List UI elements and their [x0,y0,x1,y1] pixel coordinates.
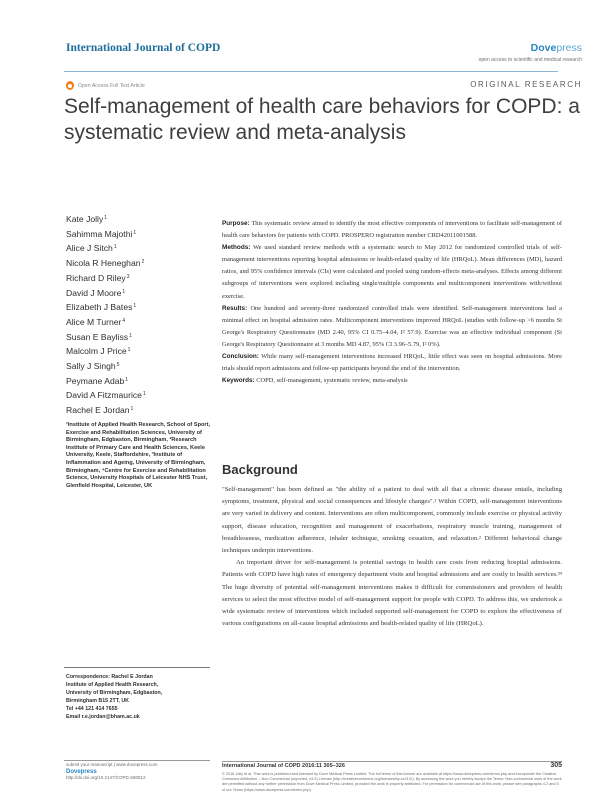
author: Sally J Singh$^5$ [66,361,120,372]
affiliations: ¹Institute of Applied Health Research, School of Sport, Exercise and Rehabilitation Sciences, University of Birmingham, Edgbaston, Birmingham, ²Research Institute of Primary Care and Health Sciences, Keele University, Keele, Staffordshire, ³Institute of Inflammation and Ageing, University of Birmingham, Birmingham, ⁴Centre for Exercise and Rehabilitation Science, University Hospitals of Leicester NHS Trust, Glenfield Hospital, Leicester, UK [66,422,210,489]
author: Malcolm J Price$^1$ [66,346,131,357]
open-access-icon [66,81,74,90]
author: Elizabeth J Bates$^1$ [66,302,137,313]
author: Sahimma Majothi$^1$ [66,228,137,239]
publisher-tagline: open access to scientific and medical research [478,57,582,63]
publisher-logo[interactable] [531,42,582,54]
author: Alice J Sitch$^1$ [66,243,117,254]
correspondence-line: University of Birmingham, Edgbaston, [66,690,163,697]
brand-light: press [556,42,582,54]
correspondence-block [66,673,212,722]
footer-brand: Dovepress [66,768,97,775]
author: Richard D Riley$^3$ [66,272,130,283]
abstract-methods: Methods: We used standard review methods with a systematic search to May 2012 for randomized controlled trials of self-management interventions reporting hospital admissions or health-related quality of life (HRQoL). Mean differences (MD), hazard ratios, and 95% confidence intervals (CIs) were calculated and pooled using random-effects meta-analyses. Effects among different subgroups of interventions were explored including single/multiple components and multicomponent interventions with/without exercise. [222,244,562,300]
article-section-label: ORIGINAL RESEARCH [470,80,582,89]
abstract-conclusion: Conclusion: While many self-management interventions increased HRQoL, little effect was seen on hospital admissions. More trials should report admissions and follow-up participants beyond the end of the intervention. [222,353,562,373]
correspondence-line: Birmingham B15 2TT, UK [66,698,129,705]
author: David J Moore$^1$ [66,287,126,298]
author: Peymane Adab$^1$ [66,375,129,386]
footer-left [66,762,214,782]
abstract-keywords: Keywords: COPD, self-management, systematic review, meta-analysis [222,377,408,385]
doi-link[interactable]: http://dx.doi.org/10.2147/COPD.S90812 [66,775,146,780]
submit-manuscript-link[interactable]: submit your manuscript | www.dovepress.com [66,762,158,767]
brand-bold: Dove [530,42,557,54]
author: Kate Jolly$^1$ [66,214,108,224]
open-access-badge [66,81,145,90]
journal-name: International Journal of COPD [66,42,221,54]
correspondence-line: Institute of Applied Health Research, [66,682,159,689]
header-divider [64,71,558,72]
abstract-purpose: Purpose: This systematic review aimed to identify the most effective components of interventions to facilitate self-management of health care behaviors for patients with COPD. PROSPERO registration number CRD42011001588. [222,220,562,240]
abstract-results: Results: One hundred and seventy-three randomized controlled trials were identified. Self-management interventions had a minimal effect on hospital admission rates. Multicomponent interventions improved HRQoL (studies with follow-up >6 months St George's Respiratory Questionnaire (MD 2.40, 95% CI 0.75–4.04, I² 57.9). Exercise was an effective individual component (St George's Respiratory Questionnaire at 3 months MD 4.87, 95% CI 3.96–5.79, I² 0%). [222,304,563,348]
author: Alice M Turner$^4$ [66,316,126,327]
journal-citation: International Journal of COPD 2016:11 305–326 [222,763,345,769]
license-text: © 2016 Jolly et al. This work is published and licensed by Dove Medical Press Limited. The full terms of this license are available at https://www.dovepress.com/terms.php and incorporate the Creative Commons Attribution – Non Commercial (unported, v3.0) License (http://creativecommons.org/licenses/by-nc/3.0/). By accessing the work you hereby accept the Terms. Non-commercial uses of the work are permitted without any further permission from Dove Medical Press Limited, provided the work is properly attributed. For permission for commercial use of this work, please see paragraphs 4.2 and 5 of our Terms (https://www.dovepress.com/terms.php). [222,772,562,792]
correspondence-phone: Tel +44 121 414 7655 [66,706,118,713]
author: Susan E Bayliss$^1$ [66,331,132,342]
author: Rachel E Jordan$^1$ [66,405,134,416]
open-access-label: Open Access Full Text Article [78,82,145,89]
background-paragraph: "Self-management" has been defined as "the ability of a patient to deal with all that a chronic disease entails, including symptoms, treatment, physical and social consequences and lifestyle changes".¹ Within COPD, self-management interventions are very varied in delivery and content. Interventions are often multicomponent, commonly include exercise or physical activity support, disease education, recognition and management of exacerbations, respiratory muscle training, management of breathlessness, medication adherence, inhaler technique, smoking cessation, and relaxation.² Different behavioral change techniques underpin interventions. [222,486,562,555]
background-paragraph: An important driver for self-management is potential savings in health care costs from reducing hospital admissions. Patients with COPD have high rates of emergency department visits and hospital admissions and are costly to health services.³⁴ The huge diversity of potential self-management interventions makes it difficult for commissioners and providers of health services to select the most effective model of self-management support for people with COPD. To address this, we undertook a wide systematic review of interventions which included supported self-management for COPD to explore the effectiveness of various configurations on all-cause hospital admissions and health-related quality of life (HRQoL). [222,559,562,628]
abstract [222,218,562,387]
background-heading: Background [222,462,298,477]
footer-left-divider [64,760,210,761]
correspondence-divider [64,667,210,668]
correspondence-email[interactable]: Email r.e.jordan@bham.ac.uk [66,714,140,721]
correspondence-label: Correspondence: Rachel E Jordan [66,674,153,680]
author: Nicola R Heneghan$^2$ [66,258,145,269]
background-body [222,484,562,630]
page-number: 305 [550,762,562,769]
author: David A Fitzmaurice$^1$ [66,390,146,401]
footer-right-divider [222,761,562,762]
author-list [66,212,216,418]
article-title: Self-management of health care behaviors for COPD: a systematic review and meta-analysis [64,95,580,144]
